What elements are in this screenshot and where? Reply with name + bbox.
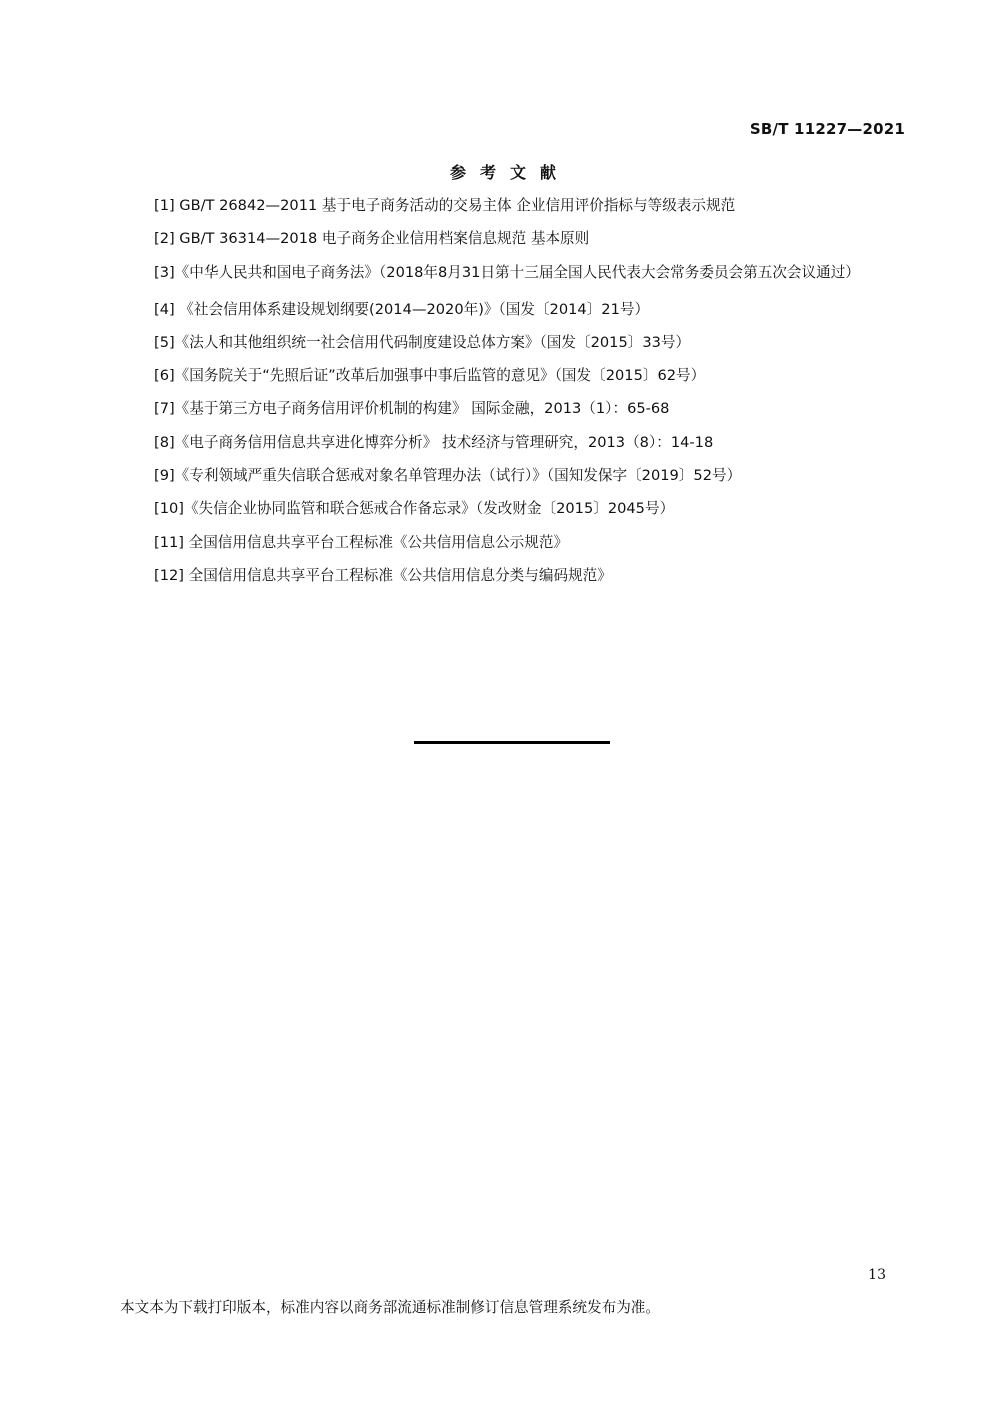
reference-item-9: [9]《专利领域严重失信联合惩戒对象名单管理办法（试行）》（国知发保字〔2019〕52号） [154,467,742,485]
reference-list [118,195,918,598]
reference-item-2: [2] GB/T 36314—2018 电子商务企业信用档案信息规范 基本原则 [154,230,590,248]
reference-item-5: [5]《法人和其他组织统一社会信用代码制度建设总体方案》（国发〔2015〕33号） [154,333,691,351]
reference-item-12: [12] 全国信用信息共享平台工程标准《公共信用信息分类与编码规范》 [154,566,612,584]
reference-item-1: [1] GB/T 26842—2011 基于电子商务活动的交易主体 企业信用评价指标与等级表示规范 [154,197,736,214]
download-notice: 本文本为下载打印版本，标准内容以商务部流通标准制修订信息管理系统发布为准。 [120,1299,660,1316]
reference-item-4: [4] 《社会信用体系建设规划纲要(2014—2020年)》（国发〔2014〕21号） [154,300,650,318]
reference-item-8: [8]《电子商务信用信息共享进化博弈分析》 技术经济与管理研究，2013（8）：14-18 [154,433,714,451]
reference-item-10: [10]《失信企业协同监管和联合惩戒合作备忘录》（发改财金〔2015〕2045号） [154,500,675,518]
reference-item-6: [6]《国务院关于“先照后证”改革后加强事中事后监管的意见》（国发〔2015〕62号） [154,367,706,385]
reference-item-7: [7]《基于第三方电子商务信用评价机制的构建》 国际金融，2013（1）：65-68 [154,400,670,418]
document-code: SB/T 11227—2021 [749,120,905,138]
reference-item-11: [11] 全国信用信息共享平台工程标准《公共信用信息公示规范》 [154,533,569,551]
page-number: 13 [868,1267,886,1283]
end-of-document-rule [414,741,610,744]
reference-item-3: [3]《中华人民共和国电子商务法》（2018年8月31日第十三届全国人民代表大会常务委员会第五次会议通过） [154,263,860,281]
section-title: 参考文献 [449,163,570,182]
